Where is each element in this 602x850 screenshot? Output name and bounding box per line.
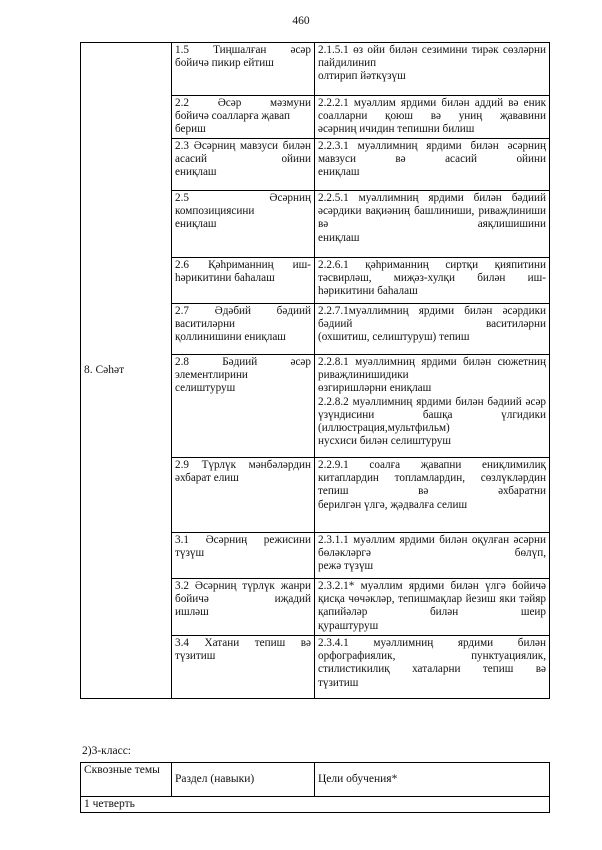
skill-cell (172, 579, 315, 636)
text-line: ениқлаш (318, 231, 360, 244)
skill-row (81, 43, 550, 96)
text-line: 2.8 Бәдиий әсәр (175, 356, 311, 368)
header-learning-objectives: Цели обучения* (315, 763, 550, 797)
objective-paragraph (318, 637, 546, 690)
text-line: бәдиий әсәрдики вақиәниң башлиниши, (318, 192, 547, 218)
text-line: китаплардин топламлардин, (318, 472, 466, 485)
text-line: 2.3 Әсәрниң мавзуси (175, 140, 279, 152)
text-line: 2.9 Түрлүк (175, 459, 237, 471)
text-line: берилгән үлгә, җәдвалға селиш (318, 498, 468, 511)
objective-cell (315, 533, 550, 579)
objective-cell (315, 636, 550, 699)
text-line: 3.2 Әсәрниң түрлүк (175, 580, 275, 592)
text-line: стилистикилиқ хаталарни тепиш вә (318, 663, 546, 676)
text-line: 2.2.5.1 муәллимниң ярдими билән (318, 192, 502, 204)
skill-cell (172, 258, 315, 304)
text-line: селиштуруш (175, 382, 236, 395)
header-section-skills: Раздел (навыки) (172, 763, 315, 797)
text-line: түзитиш (175, 650, 216, 663)
text-line: олтирип йәткүзүш (318, 70, 406, 83)
text-line: васитиләрни (175, 318, 236, 331)
text-line: 2.7 Әдәбий бәдиий (175, 305, 311, 317)
topic-cell: 8. Сәһәт (81, 43, 172, 699)
objective-paragraph (318, 192, 546, 245)
grade-3-heading: 2)3-класс: (82, 745, 131, 757)
text-line: үлгидики (иллюстрация,мультфильм) (318, 408, 547, 435)
text-line: 2.3.4.1 муәллимниң ярдими билән (318, 637, 546, 649)
objective-paragraph (318, 534, 546, 574)
text-line: 2.2.6.1 қәһриманниң сиртқи қияпитини (318, 259, 546, 271)
text-line: 2.3.2.1* муәллим ярдими билән үлгә (318, 580, 506, 592)
text-line: режә түзүш (318, 560, 374, 573)
skill-cell (172, 96, 315, 139)
text-line: бойичә пикир ейтиш (175, 57, 274, 70)
text-line: ениқлаш (175, 218, 217, 231)
text-line: бойичә соалларға җавап бериш (175, 110, 290, 136)
text-line: сюжетниң риваҗлинишидики (318, 356, 547, 382)
objective-paragraph (318, 44, 546, 84)
skill-cell (172, 355, 315, 458)
skill-cell (172, 139, 315, 191)
page-number: 460 (292, 15, 310, 27)
quarter-row (81, 797, 550, 813)
text-line: композициясини (175, 205, 255, 218)
text-line: тирәк сөзләрни пайдилинип (318, 44, 547, 70)
text-line: 2.2.7.1муәллимниң ярдими билән (318, 305, 493, 317)
text-line: сөзлүкләрдин тепиш вә әхбаратни (318, 472, 546, 498)
objective-cell (315, 458, 550, 533)
skill-cell (172, 533, 315, 579)
text-line: 2.2 Әсәр мәзмуни (175, 97, 311, 109)
text-line: ениқлаш (318, 166, 360, 179)
skill-cell (172, 636, 315, 699)
objective-cell (315, 191, 550, 258)
objective-cell (315, 96, 550, 139)
text-line: түзүш (175, 547, 205, 560)
text-line: 3.4 Хатани тепиш вә (175, 637, 311, 649)
text-line: өзгиришләрни ениқлаш (318, 382, 432, 395)
skill-cell (172, 191, 315, 258)
text-line: 3.1 Әсәрниң режисини (175, 534, 311, 546)
text-line: түзитиш (318, 676, 359, 689)
objective-cell (315, 43, 550, 96)
text-line: 1.5 Тиңшалған әсәр (175, 44, 311, 56)
text-line: билән асасий ойини (175, 140, 311, 166)
header-cross-cutting-themes: Сквозные темы (81, 763, 172, 797)
objective-paragraph (318, 259, 546, 299)
text-line: мәнбәләрдин (248, 459, 311, 471)
text-line: еник соалларни қоюш вә униң җававини (318, 97, 547, 123)
text-line: ишләш (175, 606, 209, 619)
text-line: бәдиий әсәр үзүндисини башқа (318, 395, 546, 421)
text-line: риваҗлиниши вә аяқлишишини (318, 205, 546, 231)
text-line: бойичә қисқа чөчәкләр, тепишмақлар (318, 580, 547, 606)
text-line: һәрикитини баһалаш (318, 285, 418, 298)
text-line: оқулған әсәрни бөләкләргә бөлүп, (318, 534, 546, 560)
quarter-label: 1 четверть (81, 797, 550, 813)
skill-cell (172, 43, 315, 96)
objective-paragraph (318, 97, 546, 137)
skill-cell (172, 458, 315, 533)
text-line: 2.2.9.1 соалға җавапни ениқлимилиқ (318, 459, 546, 471)
text-line: ениқлаш (175, 166, 217, 179)
text-line: жанри бойичә иҗадий (175, 580, 312, 606)
text-line: (охшитиш, селиштуруш) тепиш (318, 331, 470, 344)
text-line: әсәрниң мавзуси вә асасий ойини (318, 140, 547, 166)
text-line: қураштуруш (318, 619, 379, 632)
text-line: тәсвирләш, миҗәз-хулқи билән иш- (318, 272, 546, 285)
text-line: әхбарат елиш (175, 472, 239, 485)
objective-paragraph (318, 140, 546, 180)
text-line: әсәрдики бәдиий васитиләрни (318, 305, 547, 331)
text-line: 2.2.2.1 муәллим ярдими билән аддий вә (318, 97, 519, 109)
text-line: йезиш яки тәйяр қапийәләр билән шеир (318, 593, 547, 619)
text-line: әсәрниң ичидин тепишни билиш (318, 123, 475, 136)
objective-paragraph (318, 305, 546, 345)
text-line: нусхиси билән селиштуруш (318, 435, 451, 448)
objective-cell (315, 139, 550, 191)
text-line: 2.1.5.1 өз ойи билән сезимини (318, 44, 468, 56)
grade-3-table (80, 762, 550, 813)
text-line: 2.5 Әсәрниң (175, 192, 311, 204)
objective-paragraph (318, 459, 546, 512)
text-line: һәрикитини баһалаш (175, 272, 275, 285)
objective-paragraph (318, 396, 546, 449)
text-line: орфографиялик, пунктуациялик, (318, 650, 546, 663)
text-line: 2.2.8.1 муәллимниң ярдими билән (318, 356, 492, 368)
objective-cell (315, 258, 550, 304)
grade-3-header-row (81, 763, 550, 797)
objective-cell (315, 355, 550, 458)
objective-paragraph (318, 580, 546, 633)
text-line: 2.2.8.2 муәллимниң ярдими билән (318, 395, 484, 408)
text-line: 2.6 Қәһриманниң иш- (175, 259, 311, 271)
text-line: 2.2.3.1 муәллимниң ярдими билән (318, 140, 499, 152)
objective-cell (315, 579, 550, 636)
objective-paragraph (318, 356, 546, 396)
skill-cell (172, 304, 315, 355)
objective-cell (315, 304, 550, 355)
text-line: элементлирини (175, 369, 248, 382)
text-line: қоллинишини ениқлаш (175, 331, 286, 344)
text-line: 2.3.1.1 муәллим ярдими билән (318, 534, 468, 546)
curriculum-table (80, 42, 550, 699)
